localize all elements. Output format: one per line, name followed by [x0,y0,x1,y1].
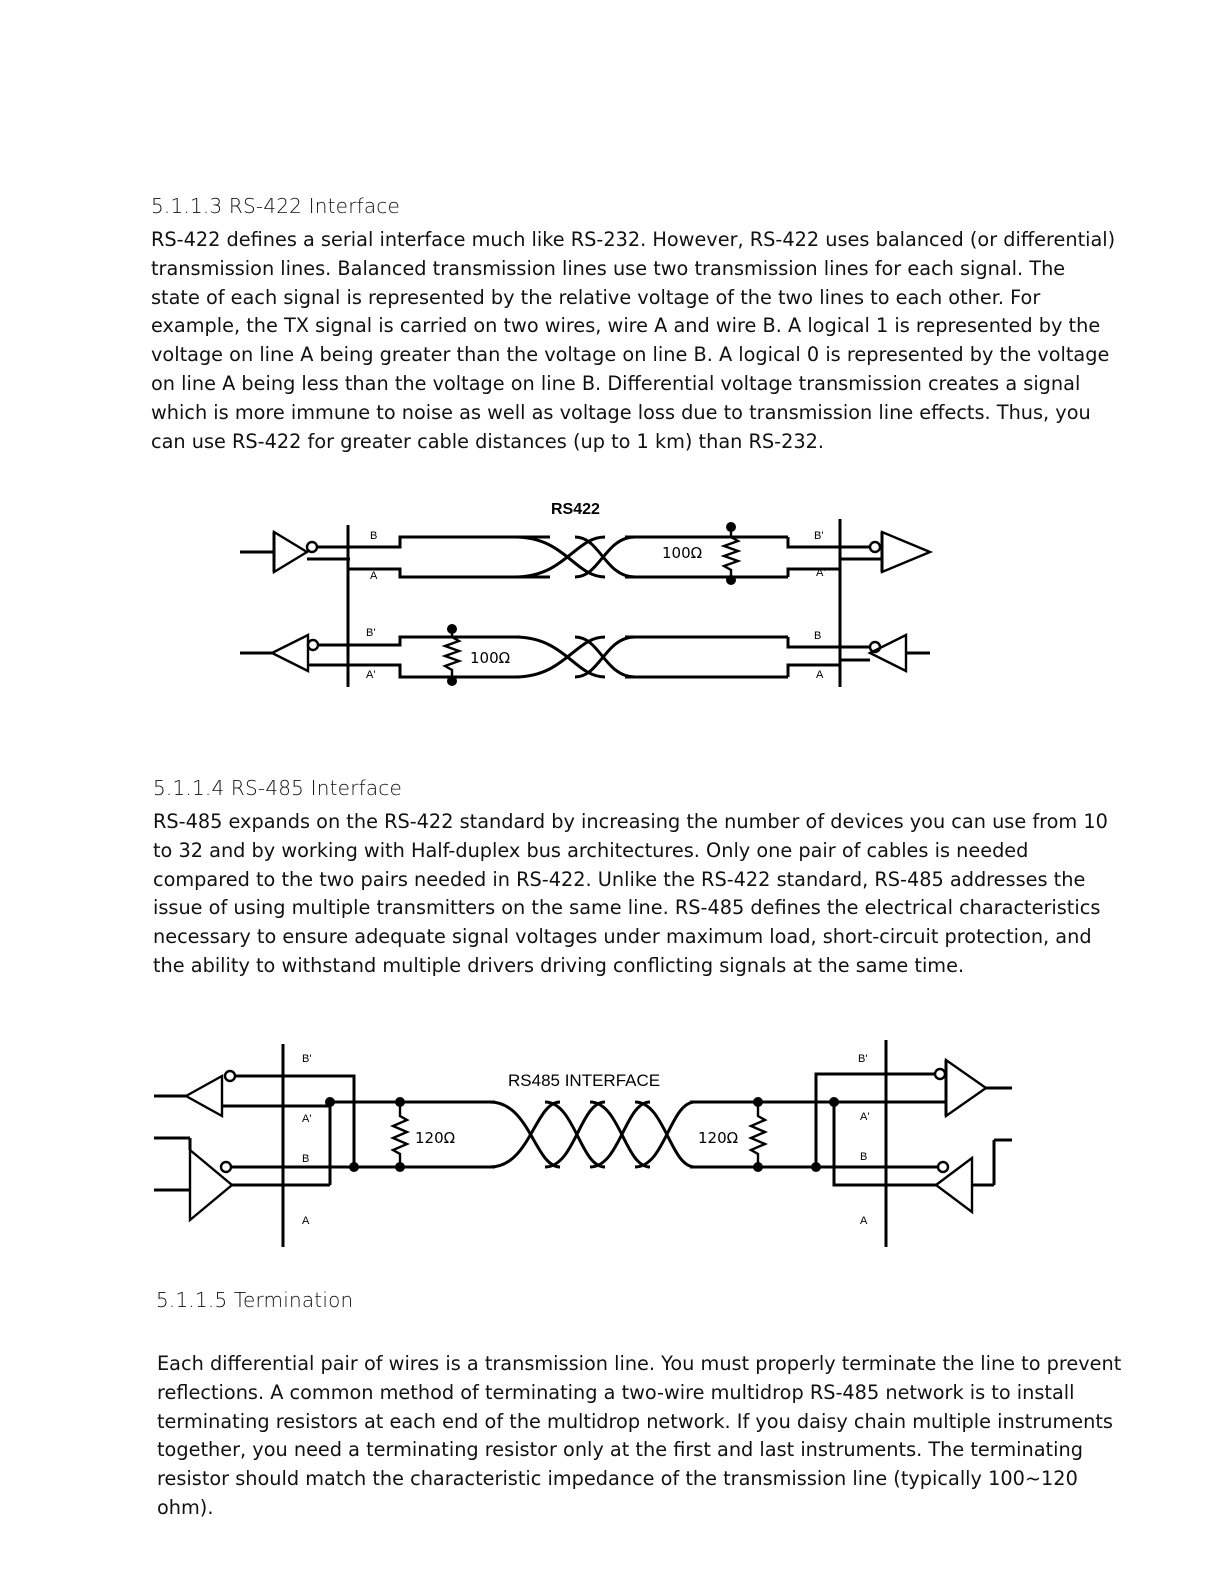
rs485-resistor-right-label: 120Ω [698,1129,739,1147]
rs485-right-resistor [751,1097,765,1172]
rs422-top-right-a [788,569,840,577]
rs485-diagram [150,1040,1020,1255]
rs422-bottom-right-a [788,665,840,677]
rs422-diagram [230,495,950,695]
rs422-title: RS422 [551,501,600,518]
rs422-right-receiver [840,532,930,572]
rs485-right-driver [870,1060,1012,1116]
rs485-left-resistor [393,1097,407,1172]
rs422-label-top-right-a: A' [816,567,826,579]
rs485-title: RS485 INTERFACE [508,1071,661,1090]
rs422-bottom-wire-b [348,637,450,645]
rs422-resistor-bottom-label: 100Ω [470,649,511,667]
rs485-resistor-left-label: 120Ω [415,1129,456,1147]
rs485-left-receiver [154,1071,354,1170]
rs485-label-right-b-prime: B' [858,1053,868,1065]
rs485-label-left-a-prime: A' [302,1113,312,1125]
section-heading-rs485: 5.1.1.4 RS-485 Interface [153,776,403,800]
rs485-label-left-b: B [302,1153,310,1165]
rs422-bottom-wire-a [348,665,450,677]
rs422-label-top-left-b: B [370,530,378,542]
rs422-resistor-top-label: 100Ω [662,544,703,562]
rs422-label-bottom-left-b: B' [366,627,376,639]
rs422-right-driver [840,635,930,671]
rs422-label-bottom-right-a: A [816,669,824,681]
rs485-label-left-a: A [302,1215,310,1227]
rs422-label-bottom-left-a: A' [366,669,376,681]
section-body-rs422: RS-422 defines a serial interface much like RS-232. However, RS-422 uses balanced (or differential) transmission lines. Balanced transmission lines use two transmission lines for each signal. The state of each signal is represented by the relative voltage of the two lines to each other. For example, the TX signal is carried on two wires, wire A and wire B. A logical 1 is represented by the voltage on line A being greater than the voltage on line B. A logical 0 is represented by the voltage on line A being less than the voltage on line B. Differential voltage transmission creates a signal which is more immune to noise as well as voltage loss due to transmission line effects. Thus, you can use RS-422 for greater cable distances (up to 1 km) than RS-232. [151,228,1116,453]
rs485-right-receiver [870,1140,1012,1212]
rs422-label-top-right-b: B' [814,530,824,542]
section-heading-rs422: 5.1.1.3 RS-422 Interface [151,194,401,218]
rs485-label-left-b-prime: B' [302,1053,312,1065]
rs485-left-driver [154,1138,354,1220]
rs485-twisted-pair [490,1102,815,1167]
rs485-label-right-b: B [860,1151,868,1163]
section-body-termination: Each differential pair of wires is a transmission line. You must properly terminate the line to prevent reflections. A common method of terminating a two-wire multidrop RS-485 network is to install terminating resistors at each end of the multidrop network. If you daisy chain multiple instruments together, you need a terminating resistor only at the first and last instruments. The terminating resistor should match the characteristic impedance of the transmission line (typically 100~120 ohm). [157,1352,1122,1519]
rs485-label-right-a: A [860,1215,868,1227]
rs422-top-resistor [724,522,788,585]
rs422-left-driver [240,532,350,572]
rs485-label-right-a-prime: A' [860,1111,870,1123]
section-heading-termination: 5.1.1.5 Termination [156,1288,354,1312]
rs422-label-bottom-right-b: B [814,630,822,642]
rs422-left-receiver [240,635,348,671]
rs422-label-top-left-a: A [370,570,378,582]
section-body-rs485: RS-485 expands on the RS-422 standard by increasing the number of devices you can use from 10 to 32 and by working with Half-duplex bus architectures. Only one pair of cables is needed compared to the two pairs needed in RS-422. Unlike the RS-422 standard, RS-485 addresses the issue of using multiple transmitters on the same line. RS-485 defines the electrical characteristics necessary to ensure adequate signal voltages under maximum load, short-circuit protection, and the ability to withstand multiple drivers driving conflicting signals at the same time. [153,810,1108,977]
